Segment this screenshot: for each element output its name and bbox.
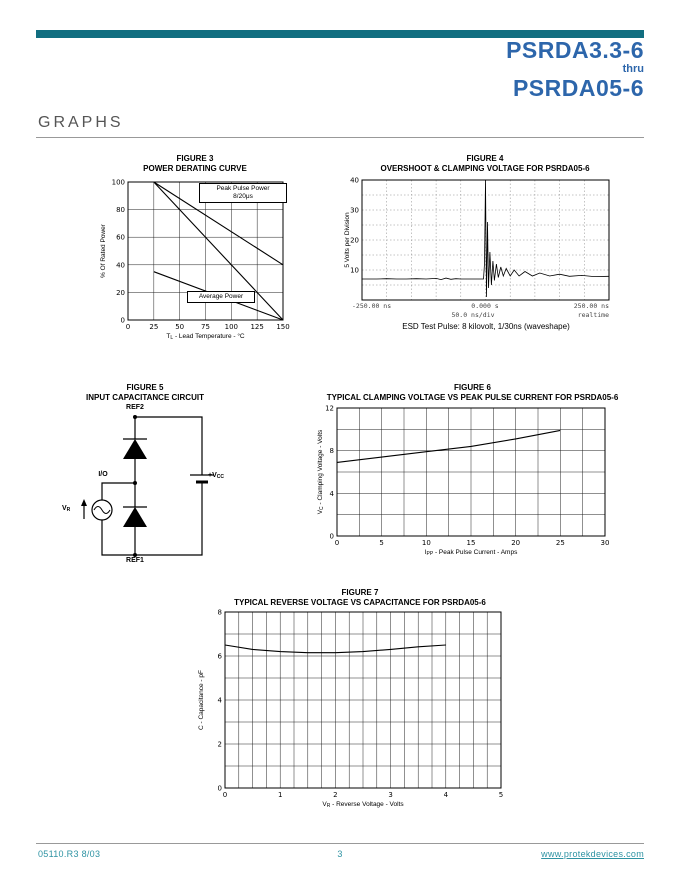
svg-text:25: 25 [555,539,565,547]
vr-label-sub: R [66,507,71,513]
figure3-average-power-label: Average Power [187,291,255,303]
section-title: GRAPHS [38,114,124,131]
svg-text:4: 4 [329,489,334,498]
io-label: I/O [98,471,108,478]
svg-text:10: 10 [421,539,431,547]
figure7-y-axis-label: C - Capacitance - pF [198,670,205,730]
svg-text:40: 40 [116,261,125,270]
footer-website-link[interactable]: www.protekdevices.com [541,849,644,859]
sine-wave-icon [94,507,110,514]
figure4-subtitle: OVERSHOOT & CLAMPING VOLTAGE FOR PSRDA05-6 [380,164,590,173]
x-axis-label-post: - Peak Pulse Current - Amps [433,549,518,556]
figure6-chart [315,402,635,560]
peak-pulse-label-line2: 8/20μs [233,193,253,200]
figure4-title: FIGURE 4 [466,154,504,163]
peak-pulse-label-line1: Peak Pulse Power [216,185,270,192]
svg-text:0: 0 [222,791,228,799]
figure4-y-axis-label: 5 Volts per Division [344,212,351,268]
figure7-x-axis-label [225,801,501,809]
section-divider [36,137,644,138]
part-number-block [506,38,644,101]
bottom-diode [123,507,147,527]
svg-text:30: 30 [600,539,610,547]
scope-timebase: 50.0 ns/div [451,311,495,319]
svg-text:5: 5 [498,791,504,799]
y-axis-label-post: - Clamping Voltage - Volts [317,429,324,507]
footer-page-number: 3 [337,849,343,859]
svg-text:30: 30 [350,206,359,215]
svg-text:0: 0 [334,539,340,547]
svg-text:25: 25 [149,323,159,331]
svg-text:0: 0 [125,323,131,331]
figure4-oscilloscope-chart [338,174,630,304]
io-junction-dot [133,481,137,485]
svg-text:0: 0 [329,532,334,541]
top-diode [123,439,147,459]
svg-text:10: 10 [350,266,359,275]
figure5-circuit-diagram [60,403,235,573]
x-axis-label-pre: T [166,333,171,340]
y-axis-label-sub: C [319,506,325,510]
vcc-label-pre: +V [208,472,217,479]
ref2-junction-dot [133,415,137,419]
y-axis-label-pre: V [317,509,324,515]
svg-text:125: 125 [250,323,264,331]
figure6-title: FIGURE 6 [454,383,491,392]
svg-text:0: 0 [120,316,125,325]
figure3-x-axis-label [128,333,283,341]
part-number-bottom: PSRDA05-6 [512,75,644,101]
svg-text:4: 4 [217,696,222,705]
footer-doc-number: 05110.R3 8/03 [38,849,101,859]
footer-divider [36,843,644,844]
ref2-label: REF2 [126,404,144,411]
svg-text:8: 8 [329,447,334,456]
figure5-title-block [45,383,245,403]
figure7-subtitle: TYPICAL REVERSE VOLTAGE VS CAPACITANCE FOR PSRDA05-6 [234,598,486,607]
figure7-chart [195,604,530,809]
x-axis-label-sub: PP [426,551,434,557]
figure3-y-axis-label: % Of Rated Power [100,224,107,278]
vr-arrow-head [81,499,87,506]
svg-text:150: 150 [276,323,290,331]
svg-text:6: 6 [217,652,222,661]
svg-text:40: 40 [350,176,359,185]
x-axis-label-sub: R [326,803,331,809]
x-axis-label-post: - Lead Temperature - °C [173,333,245,340]
svg-text:60: 60 [116,233,125,242]
figure4-caption: ESD Test Pulse: 8 kilovolt, 1/30ns (waveshape) [402,322,570,331]
svg-text:3: 3 [388,791,393,799]
vr-label-pre: V [62,505,67,512]
figure5-title: FIGURE 5 [126,383,164,392]
svg-text:2: 2 [333,791,338,799]
svg-text:2: 2 [217,740,222,749]
svg-text:80: 80 [116,206,125,215]
figure3-title-block [95,154,295,174]
figure6-x-axis-label [337,549,605,557]
figure3-subtitle: POWER DERATING CURVE [143,164,247,173]
svg-text:20: 20 [511,539,521,547]
svg-text:100: 100 [111,178,125,187]
svg-text:75: 75 [201,323,210,331]
part-number-thru: thru [622,63,644,75]
figure7-title: FIGURE 7 [341,588,379,597]
x-axis-label-post: - Reverse Voltage - Volts [330,801,404,808]
x-axis-label-sub: L [170,335,174,341]
scope-time-right: 250.00 ns [573,302,609,310]
x-axis-label-pre: V [322,801,327,808]
vcc-label-sub: CC [216,474,224,480]
figure6-y-axis-label [317,408,325,536]
svg-text:5: 5 [379,539,384,547]
scope-time-zero: 0.000 s [471,302,499,310]
scope-time-left: -250.00 ns [352,302,392,310]
x-axis-label-pre: I [424,549,427,556]
vcc-label [208,472,224,480]
svg-text:15: 15 [466,539,476,547]
part-number-top: PSRDA3.3-6 [506,37,644,63]
svg-text:12: 12 [325,404,334,413]
vr-label [62,505,70,513]
figure3-title: FIGURE 3 [176,154,214,163]
svg-text:8: 8 [217,608,222,617]
svg-text:100: 100 [224,323,239,331]
svg-text:1: 1 [277,791,283,799]
figure6-subtitle: TYPICAL CLAMPING VOLTAGE VS PEAK PULSE CURRENT FOR PSRDA05-6 [326,393,619,402]
svg-text:0: 0 [217,784,222,793]
svg-text:50: 50 [175,323,185,331]
ref1-label: REF1 [126,557,144,564]
figure3-peak-pulse-power-label [199,183,287,203]
figure6-title-block [300,383,645,403]
svg-text:4: 4 [443,791,449,799]
scope-mode: realtime [577,311,609,319]
svg-text:20: 20 [350,236,359,245]
svg-text:20: 20 [116,288,125,297]
figure4-title-block [330,154,640,174]
figure5-subtitle: INPUT CAPACITANCE CIRCUIT [86,393,204,402]
